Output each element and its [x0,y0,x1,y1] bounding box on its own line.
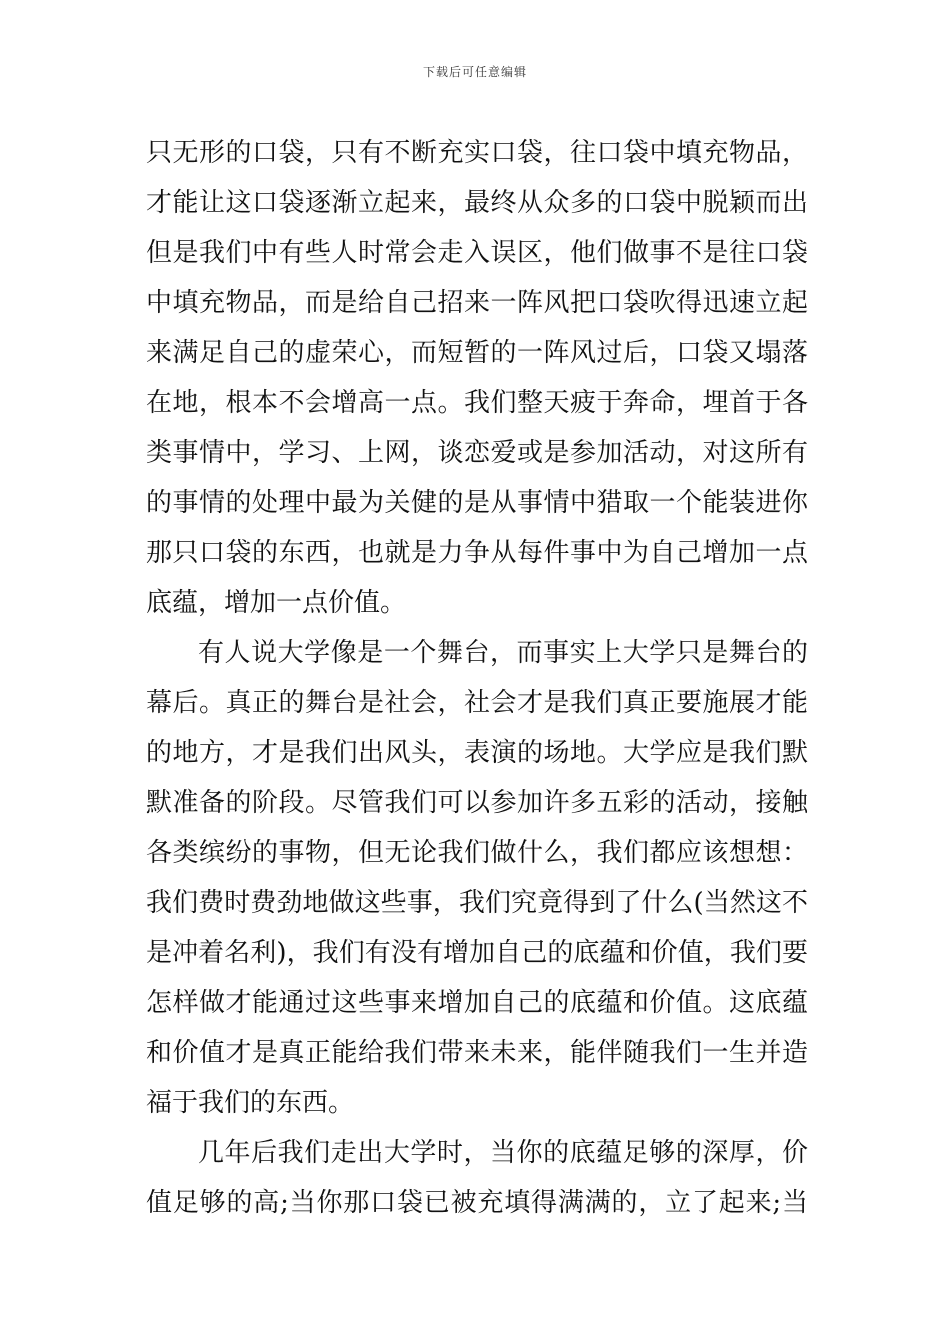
text-line: 类事情中，学习、上网，谈恋爱或是参加活动，对这所有 [146,438,808,468]
text-line: 来满足自己的虚荣心，而短暂的一阵风过后，口袋又塌落 [146,338,808,368]
text-line: 但是我们中有些人时常会走入误区，他们做事不是往口袋 [146,238,808,268]
text-line: 各类缤纷的事物，但无论我们做什么，我们都应该想想： [146,838,808,868]
text-line: 和价值才是真正能给我们带来未来，能伴随我们一生并造 [146,1038,808,1068]
text-line: 有人说大学像是一个舞台，而事实上大学只是舞台的 [198,638,808,668]
text-line: 底蕴，增加一点价值。 [146,588,407,618]
text-line: 在地，根本不会增高一点。我们整天疲于奔命，埋首于各 [146,388,808,418]
text-line: 默准备的阶段。尽管我们可以参加许多五彩的活动，接触 [146,788,808,818]
text-line: 那只口袋的东西，也就是力争从每件事中为自己增加一点 [146,538,808,568]
text-line: 才能让这口袋逐渐立起来，最终从众多的口袋中脱颖而出 [146,188,808,218]
text-line: 福于我们的东西。 [146,1088,355,1118]
page-header: 下载后可任意编辑 [422,65,527,79]
text-line: 怎样做才能通过这些事来增加自己的底蕴和价值。这底蕴 [146,988,808,1018]
text-line: 值足够的高;当你那口袋已被充填得满满的，立了起来;当 [146,1188,808,1218]
text-line: 是冲着名利)，我们有没有增加自己的底蕴和价值，我们要 [146,938,808,968]
text-line: 的地方，才是我们出风头，表演的场地。大学应是我们默 [146,738,808,768]
text-line: 我们费时费劲地做这些事，我们究竟得到了什么(当然这不 [146,888,808,918]
text-line: 只无形的口袋，只有不断充实口袋，往口袋中填充物品， [146,138,808,168]
document-body [146,128,808,1228]
text-line: 的事情的处理中最为关健的是从事情中猎取一个能装进你 [146,488,808,518]
text-line: 中填充物品，而是给自己招来一阵风把口袋吹得迅速立起 [146,288,808,318]
text-line: 幕后。真正的舞台是社会，社会才是我们真正要施展才能 [146,688,808,718]
text-line: 几年后我们走出大学时，当你的底蕴足够的深厚，价 [198,1138,808,1168]
